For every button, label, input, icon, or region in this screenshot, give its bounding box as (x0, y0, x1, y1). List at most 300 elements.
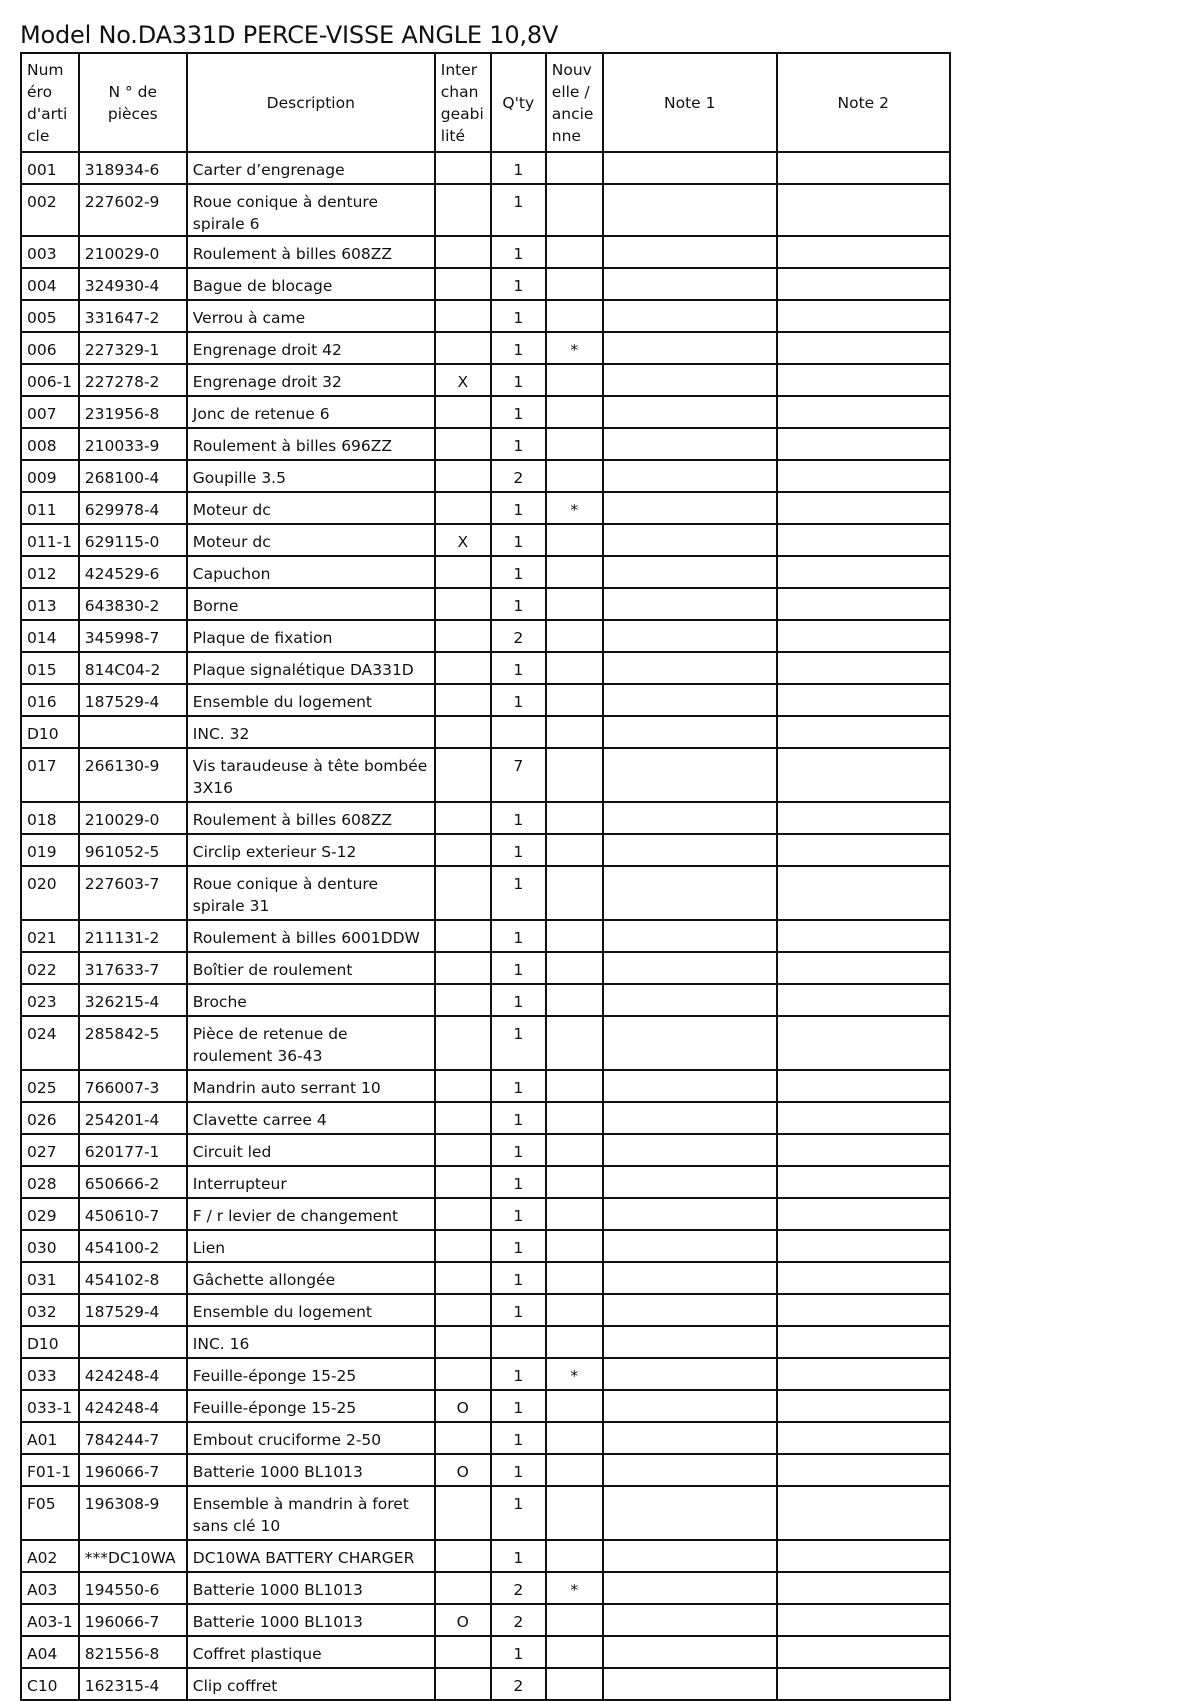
note-1-cell (603, 716, 777, 748)
interchangeability-cell (435, 1668, 491, 1700)
note-1-cell (603, 364, 777, 396)
table-row (21, 524, 950, 556)
part-number-cell: 196308-9 (79, 1486, 187, 1540)
description-cell: Plaque signalétique DA331D (187, 652, 435, 684)
table-row (21, 1134, 950, 1166)
table-row (21, 834, 950, 866)
new-old-cell (546, 300, 603, 332)
description-cell: DC10WA BATTERY CHARGER (187, 1540, 435, 1572)
note-2-cell (777, 1572, 950, 1604)
note-2-cell (777, 1070, 950, 1102)
article-number-cell: 024 (21, 1016, 79, 1070)
table-row (21, 1636, 950, 1668)
quantity-cell: 1 (491, 236, 546, 268)
new-old-cell (546, 920, 603, 952)
part-number-cell: 196066-7 (79, 1604, 187, 1636)
quantity-cell: 2 (491, 1668, 546, 1700)
new-old-cell (546, 1668, 603, 1700)
quantity-cell: 1 (491, 834, 546, 866)
quantity-cell: 1 (491, 984, 546, 1016)
description-cell: Clip coffret (187, 1668, 435, 1700)
quantity-cell (491, 716, 546, 748)
note-1-cell (603, 492, 777, 524)
interchangeability-cell (435, 1134, 491, 1166)
part-number-cell: 317633-7 (79, 952, 187, 984)
part-number-cell: 454102-8 (79, 1262, 187, 1294)
interchangeability-cell: X (435, 364, 491, 396)
description-cell: Vis taraudeuse à tête bombée 3X16 (187, 748, 435, 802)
table-row (21, 300, 950, 332)
table-row (21, 588, 950, 620)
part-number-cell: 227329-1 (79, 332, 187, 364)
note-1-cell (603, 1454, 777, 1486)
note-2-cell (777, 1390, 950, 1422)
article-number-cell: 006-1 (21, 364, 79, 396)
table-row (21, 1454, 950, 1486)
interchangeability-cell (435, 1358, 491, 1390)
note-2-cell (777, 1604, 950, 1636)
article-number-cell: D10 (21, 716, 79, 748)
note-1-cell (603, 1102, 777, 1134)
interchangeability-cell (435, 684, 491, 716)
header-article-number: Numéro d'article (21, 53, 79, 152)
part-number-cell: 650666-2 (79, 1166, 187, 1198)
interchangeability-cell (435, 1198, 491, 1230)
article-number-cell: 025 (21, 1070, 79, 1102)
new-old-cell (546, 1230, 603, 1262)
part-number-cell: 821556-8 (79, 1636, 187, 1668)
note-2-cell (777, 1102, 950, 1134)
table-row (21, 652, 950, 684)
note-1-cell (603, 332, 777, 364)
note-1-cell (603, 1358, 777, 1390)
interchangeability-cell (435, 588, 491, 620)
table-row (21, 492, 950, 524)
interchangeability-cell (435, 834, 491, 866)
table-row (21, 748, 950, 802)
part-number-cell: 211131-2 (79, 920, 187, 952)
part-number-cell: 210029-0 (79, 236, 187, 268)
part-number-cell: 187529-4 (79, 684, 187, 716)
note-2-cell (777, 620, 950, 652)
interchangeability-cell (435, 492, 491, 524)
new-old-cell (546, 460, 603, 492)
note-2-cell (777, 428, 950, 460)
table-row (21, 1102, 950, 1134)
new-old-cell (546, 152, 603, 184)
part-number-cell: 424248-4 (79, 1390, 187, 1422)
note-1-cell (603, 1016, 777, 1070)
description-cell: Moteur dc (187, 524, 435, 556)
note-1-cell (603, 1572, 777, 1604)
article-number-cell: 017 (21, 748, 79, 802)
table-row (21, 920, 950, 952)
quantity-cell: 1 (491, 1636, 546, 1668)
interchangeability-cell (435, 236, 491, 268)
interchangeability-cell (435, 1230, 491, 1262)
description-cell: INC. 16 (187, 1326, 435, 1358)
article-number-cell: 016 (21, 684, 79, 716)
table-row (21, 716, 950, 748)
note-1-cell (603, 866, 777, 920)
article-number-cell: 011-1 (21, 524, 79, 556)
description-cell: Pièce de retenue de roulement 36-43 (187, 1016, 435, 1070)
description-cell: Bague de blocage (187, 268, 435, 300)
new-old-cell (546, 1454, 603, 1486)
article-number-cell: 013 (21, 588, 79, 620)
new-old-cell (546, 236, 603, 268)
description-cell: Circlip exterieur S-12 (187, 834, 435, 866)
article-number-cell: 019 (21, 834, 79, 866)
note-2-cell (777, 1166, 950, 1198)
description-cell: Roulement à billes 6001DDW (187, 920, 435, 952)
header-quantity: Q'ty (491, 53, 546, 152)
note-1-cell (603, 556, 777, 588)
description-cell: Boîtier de roulement (187, 952, 435, 984)
header-description: Description (187, 53, 435, 152)
interchangeability-cell (435, 152, 491, 184)
new-old-cell (546, 684, 603, 716)
interchangeability-cell (435, 428, 491, 460)
interchangeability-cell (435, 556, 491, 588)
interchangeability-cell (435, 802, 491, 834)
note-2-cell (777, 952, 950, 984)
quantity-cell: 1 (491, 684, 546, 716)
table-row (21, 236, 950, 268)
article-number-cell: 014 (21, 620, 79, 652)
description-cell: Roue conique à denture spirale 31 (187, 866, 435, 920)
quantity-cell: 1 (491, 1198, 546, 1230)
note-1-cell (603, 1390, 777, 1422)
interchangeability-cell (435, 396, 491, 428)
new-old-cell (546, 1604, 603, 1636)
note-2-cell (777, 1422, 950, 1454)
part-number-cell: 187529-4 (79, 1294, 187, 1326)
table-row (21, 1294, 950, 1326)
table-row (21, 866, 950, 920)
table-row (21, 1070, 950, 1102)
article-number-cell: 028 (21, 1166, 79, 1198)
article-number-cell: 001 (21, 152, 79, 184)
new-old-cell (546, 184, 603, 236)
note-1-cell (603, 236, 777, 268)
quantity-cell: 1 (491, 1390, 546, 1422)
article-number-cell: 007 (21, 396, 79, 428)
note-1-cell (603, 428, 777, 460)
part-number-cell: 318934-6 (79, 152, 187, 184)
part-number-cell: 324930-4 (79, 268, 187, 300)
article-number-cell: 029 (21, 1198, 79, 1230)
part-number-cell: 424248-4 (79, 1358, 187, 1390)
quantity-cell: 1 (491, 1230, 546, 1262)
quantity-cell: 1 (491, 396, 546, 428)
interchangeability-cell (435, 984, 491, 1016)
note-1-cell (603, 652, 777, 684)
interchangeability-cell (435, 332, 491, 364)
description-cell: Batterie 1000 BL1013 (187, 1454, 435, 1486)
note-2-cell (777, 1230, 950, 1262)
article-number-cell: 022 (21, 952, 79, 984)
description-cell: Mandrin auto serrant 10 (187, 1070, 435, 1102)
quantity-cell: 1 (491, 1016, 546, 1070)
note-1-cell (603, 1262, 777, 1294)
article-number-cell: 015 (21, 652, 79, 684)
table-row (21, 1486, 950, 1540)
table-row (21, 1422, 950, 1454)
new-old-cell (546, 1636, 603, 1668)
quantity-cell: 1 (491, 428, 546, 460)
table-row (21, 556, 950, 588)
quantity-cell: 1 (491, 268, 546, 300)
header-part-number: N ° de pièces (79, 53, 187, 152)
parts-table (20, 52, 951, 1701)
description-cell: Circuit led (187, 1134, 435, 1166)
note-2-cell (777, 1262, 950, 1294)
quantity-cell: 2 (491, 1572, 546, 1604)
note-2-cell (777, 492, 950, 524)
quantity-cell: 1 (491, 1540, 546, 1572)
new-old-cell (546, 866, 603, 920)
part-number-cell: 231956-8 (79, 396, 187, 428)
quantity-cell: 1 (491, 364, 546, 396)
note-2-cell (777, 866, 950, 920)
description-cell: Borne (187, 588, 435, 620)
header-note-2: Note 2 (777, 53, 950, 152)
article-number-cell: 012 (21, 556, 79, 588)
part-number-cell: 268100-4 (79, 460, 187, 492)
article-number-cell: 020 (21, 866, 79, 920)
note-1-cell (603, 524, 777, 556)
table-row (21, 332, 950, 364)
part-number-cell (79, 1326, 187, 1358)
interchangeability-cell (435, 866, 491, 920)
quantity-cell: 1 (491, 1102, 546, 1134)
interchangeability-cell (435, 652, 491, 684)
interchangeability-cell (435, 716, 491, 748)
quantity-cell: 1 (491, 1166, 546, 1198)
description-cell: Roulement à billes 608ZZ (187, 236, 435, 268)
new-old-cell (546, 268, 603, 300)
new-old-cell: * (546, 332, 603, 364)
new-old-cell (546, 524, 603, 556)
part-number-cell: 285842-5 (79, 1016, 187, 1070)
note-2-cell (777, 1326, 950, 1358)
description-cell: Gâchette allongée (187, 1262, 435, 1294)
note-1-cell (603, 1230, 777, 1262)
article-number-cell: 030 (21, 1230, 79, 1262)
article-number-cell: 033 (21, 1358, 79, 1390)
note-1-cell (603, 1134, 777, 1166)
note-1-cell (603, 620, 777, 652)
article-number-cell: A04 (21, 1636, 79, 1668)
new-old-cell (546, 620, 603, 652)
note-2-cell (777, 588, 950, 620)
interchangeability-cell (435, 748, 491, 802)
quantity-cell: 1 (491, 1134, 546, 1166)
interchangeability-cell (435, 184, 491, 236)
quantity-cell: 1 (491, 952, 546, 984)
note-2-cell (777, 1016, 950, 1070)
article-number-cell: 005 (21, 300, 79, 332)
note-2-cell (777, 1540, 950, 1572)
new-old-cell (546, 716, 603, 748)
new-old-cell (546, 1102, 603, 1134)
interchangeability-cell (435, 920, 491, 952)
note-1-cell (603, 1668, 777, 1700)
table-row (21, 1572, 950, 1604)
page-title: Model No.DA331D PERCE-VISSE ANGLE 10,8V (20, 21, 559, 49)
new-old-cell (546, 652, 603, 684)
header-new-old: Nouvelle / ancienne (546, 53, 603, 152)
table-row (21, 802, 950, 834)
part-number-cell: 210029-0 (79, 802, 187, 834)
article-number-cell: 027 (21, 1134, 79, 1166)
quantity-cell: 1 (491, 588, 546, 620)
note-2-cell (777, 652, 950, 684)
note-2-cell (777, 524, 950, 556)
new-old-cell (546, 1540, 603, 1572)
table-row (21, 984, 950, 1016)
quantity-cell: 1 (491, 652, 546, 684)
description-cell: Ensemble du logement (187, 1294, 435, 1326)
interchangeability-cell (435, 1166, 491, 1198)
description-cell: Batterie 1000 BL1013 (187, 1604, 435, 1636)
part-number-cell: 766007-3 (79, 1070, 187, 1102)
article-number-cell: 003 (21, 236, 79, 268)
part-number-cell: 643830-2 (79, 588, 187, 620)
article-number-cell: 033-1 (21, 1390, 79, 1422)
note-2-cell (777, 1198, 950, 1230)
new-old-cell (546, 396, 603, 428)
part-number-cell: 194550-6 (79, 1572, 187, 1604)
note-1-cell (603, 300, 777, 332)
interchangeability-cell (435, 1422, 491, 1454)
part-number-cell: 454100-2 (79, 1230, 187, 1262)
article-number-cell: F01-1 (21, 1454, 79, 1486)
interchangeability-cell (435, 1636, 491, 1668)
article-number-cell: C10 (21, 1668, 79, 1700)
new-old-cell (546, 1326, 603, 1358)
quantity-cell: 7 (491, 748, 546, 802)
note-1-cell (603, 1604, 777, 1636)
quantity-cell: 1 (491, 1454, 546, 1486)
part-number-cell: 227603-7 (79, 866, 187, 920)
new-old-cell (546, 952, 603, 984)
description-cell: Roulement à billes 696ZZ (187, 428, 435, 460)
quantity-cell: 1 (491, 1294, 546, 1326)
table-row (21, 1198, 950, 1230)
quantity-cell: 1 (491, 1358, 546, 1390)
quantity-cell: 1 (491, 1262, 546, 1294)
quantity-cell: 2 (491, 1604, 546, 1636)
new-old-cell: * (546, 1572, 603, 1604)
part-number-cell: 254201-4 (79, 1102, 187, 1134)
new-old-cell: * (546, 492, 603, 524)
description-cell: Feuille-éponge 15-25 (187, 1358, 435, 1390)
quantity-cell (491, 1326, 546, 1358)
note-1-cell (603, 588, 777, 620)
description-cell: Feuille-éponge 15-25 (187, 1390, 435, 1422)
note-1-cell (603, 1326, 777, 1358)
note-1-cell (603, 834, 777, 866)
new-old-cell (546, 748, 603, 802)
part-number-cell: 227278-2 (79, 364, 187, 396)
interchangeability-cell (435, 268, 491, 300)
note-1-cell (603, 152, 777, 184)
quantity-cell: 2 (491, 620, 546, 652)
table-row (21, 1540, 950, 1572)
quantity-cell: 1 (491, 524, 546, 556)
article-number-cell: 011 (21, 492, 79, 524)
note-1-cell (603, 1540, 777, 1572)
note-1-cell (603, 802, 777, 834)
note-1-cell (603, 1166, 777, 1198)
quantity-cell: 1 (491, 300, 546, 332)
quantity-cell: 1 (491, 1422, 546, 1454)
description-cell: Goupille 3.5 (187, 460, 435, 492)
description-cell: Engrenage droit 32 (187, 364, 435, 396)
description-cell: Carter d’engrenage (187, 152, 435, 184)
description-cell: Engrenage droit 42 (187, 332, 435, 364)
note-2-cell (777, 984, 950, 1016)
article-number-cell: A01 (21, 1422, 79, 1454)
note-2-cell (777, 1668, 950, 1700)
article-number-cell: A03 (21, 1572, 79, 1604)
part-number-cell: 345998-7 (79, 620, 187, 652)
description-cell: Jonc de retenue 6 (187, 396, 435, 428)
description-cell: Verrou à came (187, 300, 435, 332)
table-row (21, 1016, 950, 1070)
new-old-cell (546, 1262, 603, 1294)
quantity-cell: 1 (491, 184, 546, 236)
article-number-cell: 002 (21, 184, 79, 236)
article-number-cell: F05 (21, 1486, 79, 1540)
part-number-cell: 162315-4 (79, 1668, 187, 1700)
article-number-cell: 008 (21, 428, 79, 460)
part-number-cell: 227602-9 (79, 184, 187, 236)
interchangeability-cell: O (435, 1390, 491, 1422)
new-old-cell (546, 1294, 603, 1326)
note-2-cell (777, 300, 950, 332)
new-old-cell (546, 1422, 603, 1454)
interchangeability-cell (435, 460, 491, 492)
note-2-cell (777, 748, 950, 802)
description-cell: INC. 32 (187, 716, 435, 748)
new-old-cell (546, 1070, 603, 1102)
article-number-cell: A03-1 (21, 1604, 79, 1636)
quantity-cell: 1 (491, 1070, 546, 1102)
interchangeability-cell (435, 1540, 491, 1572)
note-1-cell (603, 984, 777, 1016)
new-old-cell (546, 984, 603, 1016)
note-1-cell (603, 748, 777, 802)
article-number-cell: 026 (21, 1102, 79, 1134)
note-1-cell (603, 684, 777, 716)
description-cell: Ensemble à mandrin à foret sans clé 10 (187, 1486, 435, 1540)
note-2-cell (777, 184, 950, 236)
part-number-cell: 814C04-2 (79, 652, 187, 684)
interchangeability-cell (435, 300, 491, 332)
note-2-cell (777, 1454, 950, 1486)
table-row (21, 1230, 950, 1262)
table-row (21, 620, 950, 652)
new-old-cell (546, 1390, 603, 1422)
quantity-cell: 1 (491, 332, 546, 364)
header-note-1: Note 1 (603, 53, 777, 152)
interchangeability-cell (435, 1326, 491, 1358)
note-2-cell (777, 268, 950, 300)
new-old-cell (546, 556, 603, 588)
